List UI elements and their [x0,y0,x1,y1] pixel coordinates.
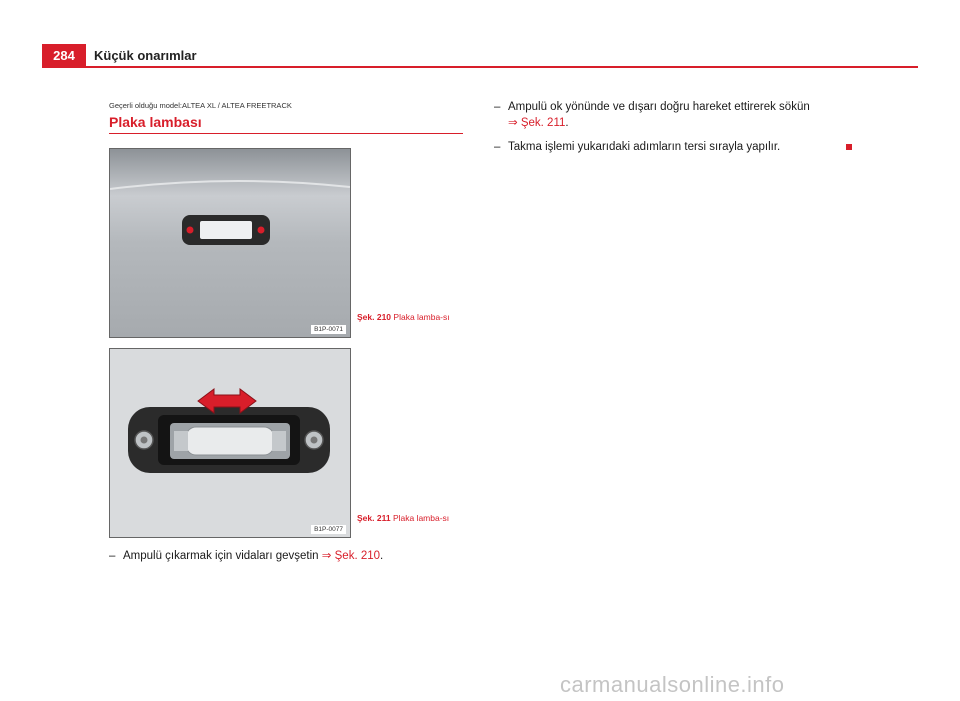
applies-to-note: Geçerli olduğu model:ALTEA XL / ALTEA FREETRACK [109,101,292,110]
page-number: 284 [42,44,86,66]
figure-210-caption [357,312,465,323]
figure-ref-link[interactable]: Şek. 211 [520,117,566,129]
figure-code: B1P-0071 [311,325,346,334]
step-dash: – [494,141,501,153]
instruction-step [109,548,469,564]
figure-211-caption [357,513,465,524]
figure-ref-arrow: ⇒ [508,117,518,129]
figure-caption-text: Plaka lamba-sı [392,513,450,523]
section-divider [109,133,463,134]
step-dash: – [109,550,116,562]
section-title: Plaka lambası [109,114,202,130]
figure-label: Şek. 211 [357,513,391,523]
figure-label: Şek. 210 [357,312,392,322]
step-text: Takma işlemi yukarıdaki adımların tersi sırayla yapılır. [508,141,781,153]
figure-ref-arrow: ⇒ [321,550,332,562]
figure-211-image [109,348,351,538]
figure-caption-text: Plaka lamba-sı [393,312,450,322]
step-end: . [380,550,384,562]
figure-code: B1P-0077 [311,525,346,534]
figure-210-image [109,148,351,338]
watermark: carmanualsonline.info [560,672,785,697]
step-dash: – [494,101,501,113]
section-end-marker [846,144,852,150]
step-end: . [565,117,569,129]
step-text: Ampulü ok yönünde ve dışarı doğru hareket ettirerek sökün [508,101,810,113]
step-text: Ampulü çıkarmak için vidaları gevşetin [123,550,319,562]
instruction-step [494,99,874,131]
instruction-step [494,139,854,155]
figure-ref-link[interactable]: Şek. 210 [334,550,381,562]
chapter-title: Küçük onarımlar [94,48,197,63]
header-divider [42,66,918,68]
